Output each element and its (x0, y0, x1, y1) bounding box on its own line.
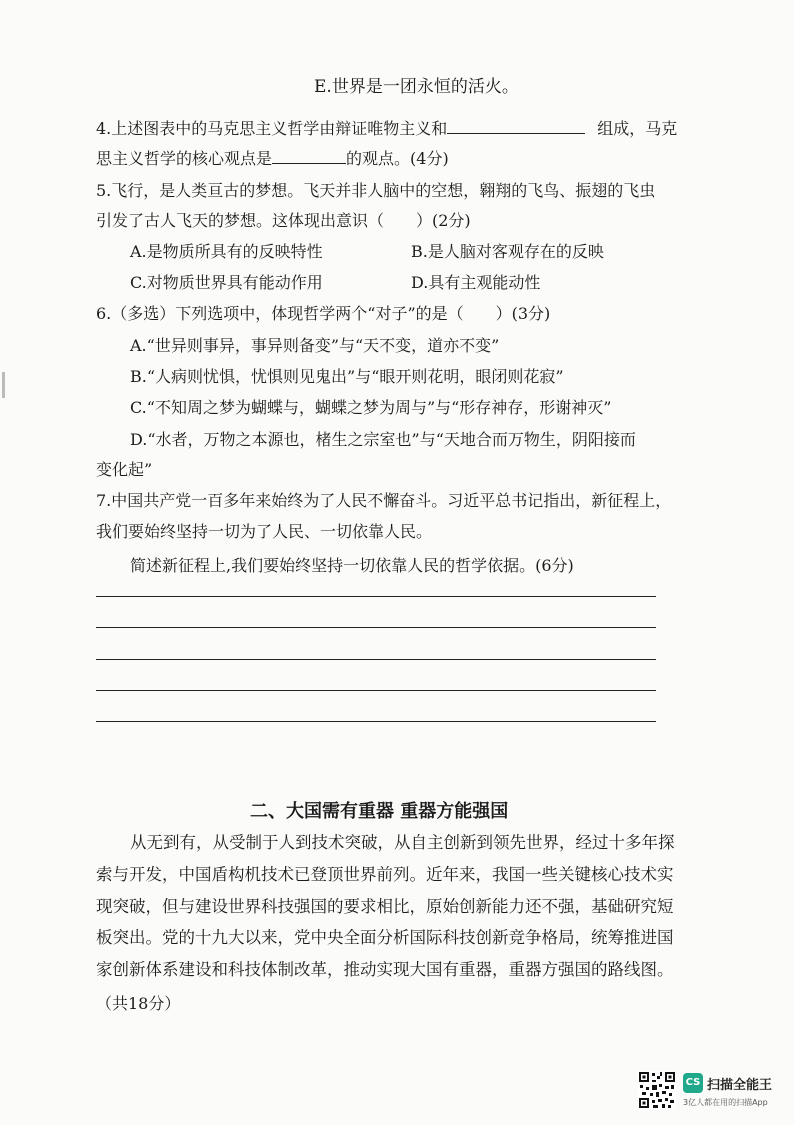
section-2-para-line: 从无到有，从受制于人到技术突破，从自主创新到领先世界，经过十多年探 (130, 833, 675, 852)
section-2-para-line: 家创新体系建设和科技体制改革，推动实现大国有重器，重器方强国的路线图。 (96, 960, 674, 979)
camscanner-logo-icon: CS (683, 1073, 703, 1093)
q6-option-a: A.“世异则事异，事异则备变”与“天不变，道亦不变” (130, 336, 500, 355)
watermark-title: 扫描全能王 (707, 1078, 773, 1093)
q5-option-a: A.是物质所具有的反映特性 (130, 242, 323, 261)
section-2-para-line: 现突破，但与建设世界科技强国的要求相比，原始创新能力还不强，基础研究短 (96, 897, 674, 916)
q7-prompt: 简述新征程上,我们要始终坚持一切依靠人民的哲学依据。(6分) (130, 556, 574, 575)
answer-line[interactable] (96, 627, 656, 628)
q4-answer-blank-2[interactable] (272, 149, 346, 164)
q4-text-d: 的观点。(4分) (346, 149, 449, 168)
q7-line-1: 7.中国共产党一百多年来始终为了人民不懈奋斗。习近平总书记指出，新征程上， (96, 491, 672, 510)
qr-code-icon (638, 1071, 676, 1109)
scan-edge-mark (2, 372, 5, 398)
q5-line-1: 5.飞行，是人类亘古的梦想。飞天并非人脑中的空想，翱翔的飞鸟、振翅的飞虫 (96, 181, 656, 200)
section-2-title: 二、大国需有重器 重器方能强国 (250, 801, 509, 822)
q5-line-2: 引发了古人飞天的梦想。这体现出意识（ ）(2分) (96, 211, 471, 230)
q7-line-2: 我们要始终坚持一切为了人民、一切依靠人民。 (96, 522, 433, 541)
answer-line[interactable] (96, 690, 656, 691)
q4-text-a: 4.上述图表中的马克思主义哲学由辩证唯物主义和 (96, 119, 448, 138)
answer-line[interactable] (96, 596, 656, 597)
answer-line[interactable] (96, 721, 656, 722)
q6-stem: 6.（多选）下列选项中，体现哲学两个“对子”的是（ ）(3分) (96, 304, 551, 323)
q6-option-d-line-1: D.“水者，万物之本源也，楮生之宗室也”与“天地合而万物生，阴阳接而 (130, 430, 636, 449)
q4-text-b: 组成，马克 (597, 119, 678, 138)
q4-line-2 (96, 149, 449, 169)
q6-option-c: C.“不知周之梦为蝴蝶与，蝴蝶之梦为周与”与“形存神存，形谢神灭” (130, 398, 612, 417)
watermark-subtitle: 3亿人都在用的扫描App (683, 1098, 768, 1107)
section-2-para-line: 索与开发，中国盾构机技术已登顶世界前列。近年来，我国一些关键核心技术实 (96, 865, 674, 884)
q4-answer-blank-1[interactable] (447, 119, 585, 134)
answer-line[interactable] (96, 659, 656, 660)
q5-option-c: C.对物质世界具有能动作用 (130, 273, 323, 292)
q6-option-d-line-2: 变化起” (96, 460, 153, 479)
section-2-score: （共18分） (96, 994, 181, 1013)
q6-option-b: B.“人病则忧惧，忧惧则见鬼出”与“眼开则花明，眼闭则花寂” (130, 367, 564, 386)
q4-text-c: 思主义哲学的核心观点是 (96, 149, 273, 168)
q4-line-1 (96, 119, 677, 139)
section-2-para-line: 板突出。党的十九大以来，党中央全面分析国际科技创新竞争格局，统筹推进国 (96, 928, 674, 947)
q3-option-e: E.世界是一团永恒的活火。 (314, 77, 519, 97)
q5-option-b: B.是人脑对客观存在的反映 (411, 242, 604, 261)
q5-option-d: D.具有主观能动性 (411, 273, 541, 292)
